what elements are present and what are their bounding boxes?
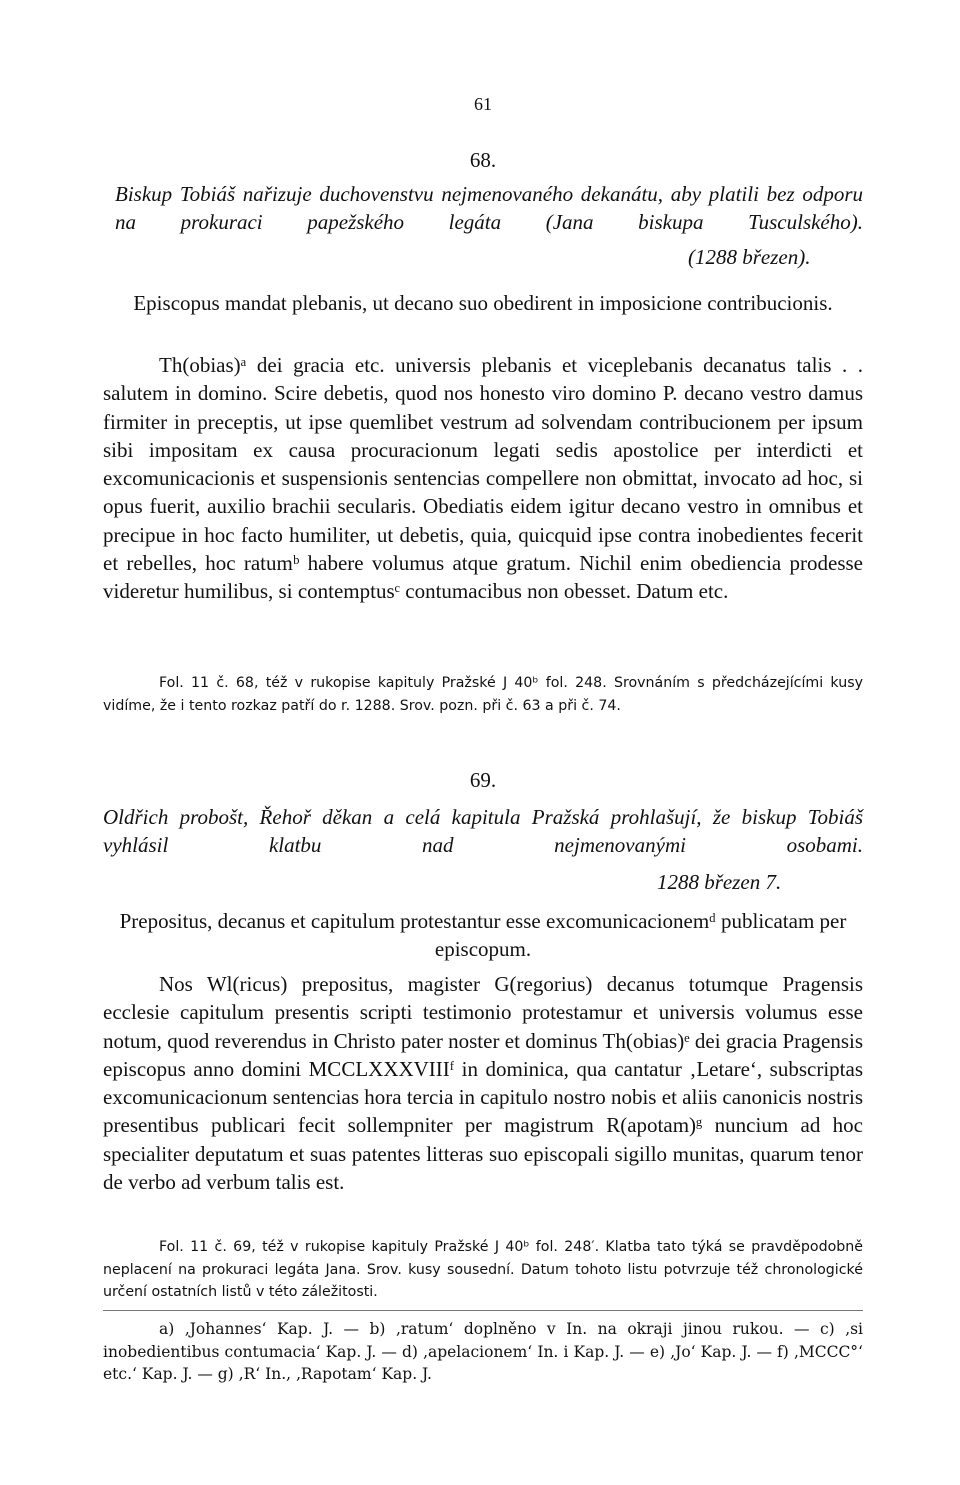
document-69-text: Nos Wl(ricus) prepositus, magister G(regorius) decanus totumque Pragensis ecclesie capitulum presentis scripti testimonio protestamur et universis volumus esse notum, quod reverendus in Christo pater noster et dominus Th(obias)ᵉ dei gracia Pragensis episcopus anno domini MCCLXXXVIIIᶠ in dominica, qua cantatur ‚Letare‘, subscriptas excomunicacionum sentencias hora tercia in capitulo nostro nobis et aliis canonicis nostris presentibus publicari fecit sollempniter per magistrum R(apotam)ᵍ nuncium ad hoc specialiter deputatum et suas patentes litteras suo episcopali sigillo munitas, quarum tenor de verbo ad verbum talis est. — [103, 972, 863, 1195]
document-69-note: Fol. 11 č. 69, též v rukopise kapituly Pražské J 40ᵇ fol. 248′. Klatba tato týká se pravděpodobně neplacení na prokuraci legáta Jana. Srov. kusy sousední. Datum tohoto listu potvrzuje též chronologické určení ostatních listů v této záležitosti. — [103, 1239, 863, 1300]
document-68-date: (1288 březen). — [688, 245, 811, 269]
document-69-number: 69. — [469, 768, 497, 792]
page-number: 61 — [474, 94, 492, 114]
footnote-rule — [103, 1310, 863, 1311]
document-68-title: Biskup Tobiáš nařizuje duchovenstvu nejmenovaného dekanátu, aby platili bez odporu na prokuraci papežského legáta (Jana biskupa Tusculského). — [115, 182, 863, 234]
document-68-number: 68. — [469, 148, 497, 172]
document-69-date: 1288 březen 7. — [657, 870, 782, 894]
document-69-summary: Prepositus, decanus et capitulum protestantur esse excomunicacionemᵈ publicatam per episcopum. — [119, 909, 847, 961]
footnotes: a) ‚Johannes‘ Kap. J. — b) ‚ratum‘ doplněno v In. na okraji jinou rukou. — c) ‚si inobedientibus contumacia‘ Kap. J. — d) ‚apelacionem‘ In. i Kap. J. — e) ‚Jo‘ Kap. J. — f) ‚MCCC°‘ etc.‘ Kap. J. — g) ‚R‘ In., ‚Rapotam‘ Kap. J. — [103, 1320, 863, 1383]
document-68-note: Fol. 11 č. 68, též v rukopise kapituly Pražské J 40ᵇ fol. 248. Srovnáním s předcházejícími kusy vidíme, že i tento rozkaz patří do r. 1288. Srov. pozn. při č. 63 a při č. 74. — [103, 675, 863, 714]
document-69-title: Oldřich probošt, Řehoř děkan a celá kapitula Pražská prohlašují, že biskup Tobiáš vyhlásil klatbu nad nejmenovanými osobami. — [103, 805, 863, 857]
document-68-text: Th(obias)ᵃ dei gracia etc. universis plebanis et viceplebanis decanatus talis . . salutem in domino. Scire debetis, quod nos honesto viro domino P. decano vestro damus firmiter in preceptis, ut ipse quemlibet vestrum ad solvendam contribucionem per ipsum sibi impositam ex causa procuracionum legati sedis apostolice per interdicti et excomunicacionis et suspensionis sentencias compellere non obmittat, invocato ad hoc, si opus fuerit, auxilio brachii secularis. Obediatis eidem igitur decano vestro in omnibus et precipue in hoc facto humiliter, ut debetis, quia, quicquid ipse contra inobedientes fecerit et rebelles, hoc ratumᵇ habere volumus atque gratum. Nichil enim obediencia prodesse videretur humilibus, si contemptusᶜ contumacibus non obesset. Datum etc. — [103, 353, 863, 604]
document-68-summary: Episcopus mandat plebanis, ut decano suo obedirent in imposicione contribucionis. — [133, 291, 833, 315]
